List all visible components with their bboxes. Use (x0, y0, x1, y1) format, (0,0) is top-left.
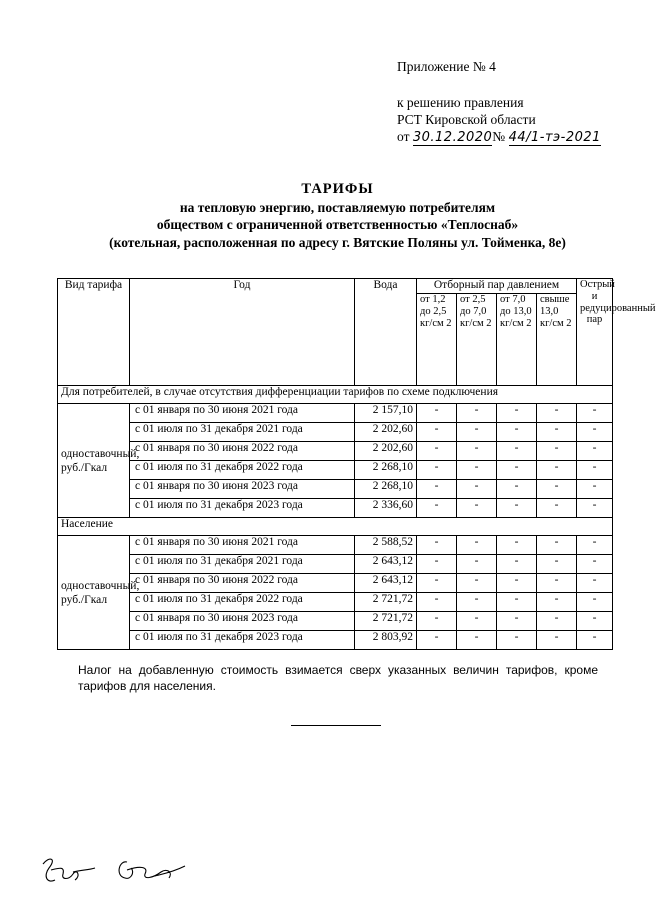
tariff-table (57, 278, 656, 650)
empty-tariff-cell: - (577, 555, 613, 574)
table-row (58, 461, 613, 480)
header-kind: Вид тарифа (58, 279, 130, 386)
table-row (58, 593, 613, 612)
empty-tariff-cell: - (417, 555, 457, 574)
empty-tariff-cell: - (417, 442, 457, 461)
vat-note: Налог на добавленную стоимость взимается сверх указанных величин тарифов, кроме тарифов для населения. (78, 663, 598, 693)
table-row (58, 555, 613, 574)
empty-tariff-cell: - (497, 631, 537, 650)
empty-tariff-cell: - (577, 480, 613, 499)
decision-date: 30.12.2020 (412, 130, 493, 145)
empty-tariff-cell: - (577, 461, 613, 480)
empty-tariff-cell: - (497, 499, 537, 518)
period-cell: с 01 января по 30 июня 2023 года (130, 612, 355, 631)
table-row (58, 442, 613, 461)
empty-tariff-cell: - (457, 536, 497, 555)
title-line: на тепловую энергию, поставляемую потребителям (179, 199, 496, 215)
empty-tariff-cell: - (417, 404, 457, 423)
empty-tariff-cell: - (497, 461, 537, 480)
tariff-kind: одноставочный, руб./Гкал (58, 404, 130, 518)
empty-tariff-cell: - (457, 461, 497, 480)
empty-tariff-cell: - (417, 499, 457, 518)
empty-tariff-cell: - (497, 404, 537, 423)
period-cell: с 01 июля по 31 декабря 2023 года (130, 631, 355, 650)
empty-tariff-cell: - (577, 631, 613, 650)
tariff-kind: одноставочный, руб./Гкал (58, 536, 130, 650)
empty-tariff-cell: - (497, 612, 537, 631)
header-year: Год (130, 279, 355, 386)
empty-tariff-cell: - (497, 423, 537, 442)
table-row (58, 480, 613, 499)
empty-tariff-cell: - (457, 574, 497, 593)
empty-tariff-cell: - (537, 404, 577, 423)
table-row (58, 631, 613, 650)
period-cell: с 01 января по 30 июня 2022 года (130, 574, 355, 593)
header-steam: Отборный пар давлением (417, 279, 577, 294)
empty-tariff-cell: - (537, 480, 577, 499)
empty-tariff-cell: - (537, 631, 577, 650)
empty-tariff-cell: - (497, 593, 537, 612)
empty-tariff-cell: - (577, 612, 613, 631)
empty-tariff-cell: - (577, 574, 613, 593)
period-cell: с 01 января по 30 июня 2021 года (130, 404, 355, 423)
section-heading: Население (58, 518, 613, 536)
title-line: (котельная, расположенная по адресу г. Вятские Поляны ул. Тойменка, 8е) (109, 234, 566, 250)
empty-tariff-cell: - (537, 574, 577, 593)
table-row (58, 612, 613, 631)
separator-line (291, 725, 381, 726)
empty-tariff-cell: - (537, 555, 577, 574)
period-cell: с 01 июля по 31 декабря 2022 года (130, 461, 355, 480)
water-tariff-cell: 2 157,10 (355, 404, 417, 423)
empty-tariff-cell: - (537, 442, 577, 461)
appendix-line: к решению правления (397, 95, 524, 110)
appendix-block (397, 58, 601, 146)
empty-tariff-cell: - (417, 536, 457, 555)
empty-tariff-cell: - (457, 499, 497, 518)
empty-tariff-cell: - (457, 593, 497, 612)
empty-tariff-cell: - (457, 423, 497, 442)
header-sharp-steam: Острый и редуцированный пар (577, 279, 613, 386)
table-row (58, 574, 613, 593)
empty-tariff-cell: - (457, 404, 497, 423)
empty-tariff-cell: - (457, 612, 497, 631)
decision-number: 44/1-тэ-2021 (508, 130, 601, 145)
period-cell: с 01 июля по 31 декабря 2022 года (130, 593, 355, 612)
water-tariff-cell: 2 588,52 (355, 536, 417, 555)
empty-tariff-cell: - (537, 461, 577, 480)
table-row (58, 499, 613, 518)
water-tariff-cell: 2 721,72 (355, 612, 417, 631)
empty-tariff-cell: - (497, 555, 537, 574)
water-tariff-cell: 2 803,92 (355, 631, 417, 650)
document-title (60, 181, 615, 251)
empty-tariff-cell: - (417, 612, 457, 631)
water-tariff-cell: 2 643,12 (355, 555, 417, 574)
table-row (58, 423, 613, 442)
table-row (58, 536, 613, 555)
water-tariff-cell: 2 268,10 (355, 480, 417, 499)
empty-tariff-cell: - (577, 404, 613, 423)
empty-tariff-cell: - (537, 499, 577, 518)
appendix-title: Приложение № 4 (397, 59, 496, 74)
appendix-line: РСТ Кировской области (397, 112, 536, 127)
water-tariff-cell: 2 643,12 (355, 574, 417, 593)
section-heading: Для потребителей, в случае отсутствия дифференциации тарифов по схеме подключения (58, 386, 613, 404)
period-cell: с 01 января по 30 июня 2021 года (130, 536, 355, 555)
empty-tariff-cell: - (497, 480, 537, 499)
empty-tariff-cell: - (417, 593, 457, 612)
empty-tariff-cell: - (457, 631, 497, 650)
signature-image (35, 850, 205, 890)
appendix-date-line: от 30.12.2020№ 44/1-тэ-2021 (397, 129, 601, 145)
empty-tariff-cell: - (497, 536, 537, 555)
empty-tariff-cell: - (537, 536, 577, 555)
empty-tariff-cell: - (457, 555, 497, 574)
period-cell: с 01 июля по 31 декабря 2021 года (130, 423, 355, 442)
empty-tariff-cell: - (417, 423, 457, 442)
empty-tariff-cell: - (577, 442, 613, 461)
period-cell: с 01 июля по 31 декабря 2023 года (130, 499, 355, 518)
empty-tariff-cell: - (417, 631, 457, 650)
empty-tariff-cell: - (537, 593, 577, 612)
empty-tariff-cell: - (457, 442, 497, 461)
water-tariff-cell: 2 202,60 (355, 442, 417, 461)
empty-tariff-cell: - (457, 480, 497, 499)
table-row (58, 404, 613, 423)
header-steam-3: от 7,0 до 13,0 кг/см 2 (497, 294, 537, 386)
title-line: обществом с ограниченной ответственностью «Теплоснаб» (156, 217, 519, 232)
empty-tariff-cell: - (537, 423, 577, 442)
empty-tariff-cell: - (417, 574, 457, 593)
header-steam-4: свыше 13,0 кг/см 2 (537, 294, 577, 386)
header-water: Вода (355, 279, 417, 386)
empty-tariff-cell: - (577, 499, 613, 518)
period-cell: с 01 января по 30 июня 2023 года (130, 480, 355, 499)
water-tariff-cell: 2 202,60 (355, 423, 417, 442)
header-steam-1: от 1,2 до 2,5 кг/см 2 (417, 294, 457, 386)
empty-tariff-cell: - (537, 612, 577, 631)
empty-tariff-cell: - (577, 593, 613, 612)
empty-tariff-cell: - (577, 536, 613, 555)
water-tariff-cell: 2 721,72 (355, 593, 417, 612)
period-cell: с 01 января по 30 июня 2022 года (130, 442, 355, 461)
water-tariff-cell: 2 268,10 (355, 461, 417, 480)
water-tariff-cell: 2 336,60 (355, 499, 417, 518)
empty-tariff-cell: - (497, 574, 537, 593)
title-main: ТАРИФЫ (301, 181, 374, 197)
period-cell: с 01 июля по 31 декабря 2021 года (130, 555, 355, 574)
empty-tariff-cell: - (497, 442, 537, 461)
empty-tariff-cell: - (417, 461, 457, 480)
header-steam-2: от 2,5 до 7,0 кг/см 2 (457, 294, 497, 386)
empty-tariff-cell: - (577, 423, 613, 442)
empty-tariff-cell: - (417, 480, 457, 499)
